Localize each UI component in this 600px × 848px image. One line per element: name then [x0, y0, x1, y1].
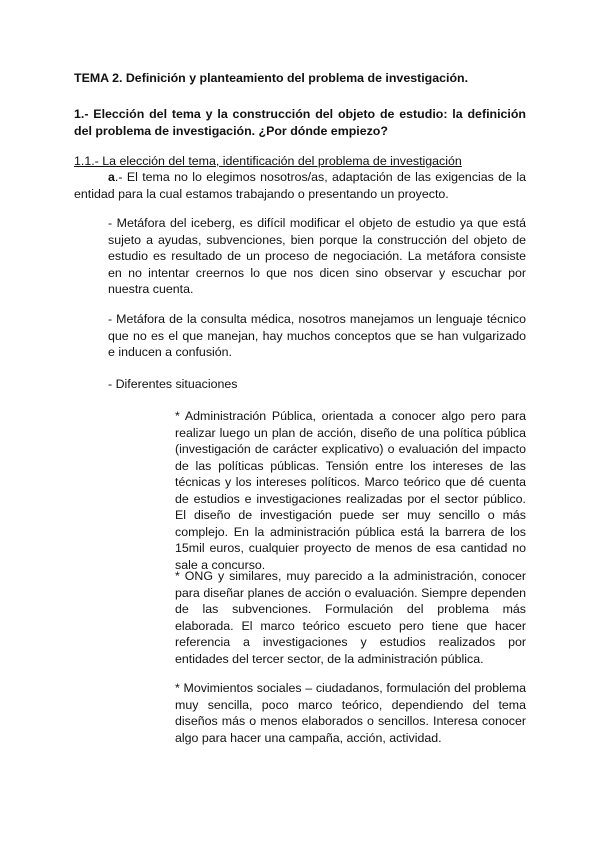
list-item-situaciones: - Diferentes situaciones — [108, 377, 238, 391]
subsection-heading: 1.1.- La elección del tema, identificación del problema de investigación — [74, 154, 462, 168]
situation-administracion: * Administración Pública, orientada a conocer algo pero para realizar luego un plan de acción, diseño de una política pública (investigación de carácter explicativo) o evaluación del impacto de las políticas públicas. Tensión entre los intereses de las técnicas y los intereses políticos. Marco teórico que dé cuenta de estudios e investigaciones realizadas por el sector público. El diseño de investigación puede ser muy sencillo o más complejo. En la administración pública está la barrera de los 15mil euros, cualquier proyecto de menos de esa cantidad no sale a concurso. — [175, 409, 526, 572]
list-item-iceberg: - Metáfora del iceberg, es difícil modificar el objeto de estudio ya que está sujeto a ayudas, subvenciones, bien porque la construcción del objeto de estudio es resultado de un proceso de negociación. La metáfora consiste en no intentar creernos lo que nos dicen sino observar y escuchar por nuestra cuenta. — [108, 216, 526, 296]
situation-movimientos: * Movimientos sociales – ciudadanos, formulación del problema muy sencilla, poco marco teórico, dependiendo del tema diseños más o menos elaborados o sencillos. Interesa conocer algo para hacer una campaña, acción, actividad. — [175, 681, 526, 745]
situation-ong: * ONG y similares, muy parecido a la administración, conocer para diseñar planes de acción o evaluación. Siempre dependen de las subvenciones. Formulación del problema más elaborada. El marco teórico escueto pero tiene que hacer referencia a investigaciones y estudios realizados por entidades del tercer sector, de la administración pública. — [175, 569, 526, 666]
intro-paragraph — [74, 169, 526, 202]
intro-text: .- El tema no lo elegimos nosotros/as, adaptación de las exigencias de la entidad para la cual estamos trabajando o presentando un proyecto. — [74, 170, 526, 201]
section-heading: 1.- Elección del tema y la construcción del objeto de estudio: la definición del problema de investigación. ¿Por dónde empiezo? — [74, 107, 526, 138]
list-item-consulta: - Metáfora de la consulta médica, nosotros manejamos un lenguaje técnico que no es el que manejan, hay muchos conceptos que se han vulgarizado e inducen a confusión. — [108, 312, 526, 359]
document-title: TEMA 2. Definición y planteamiento del problema de investigación. — [74, 71, 469, 85]
intro-letter: a — [108, 170, 115, 184]
